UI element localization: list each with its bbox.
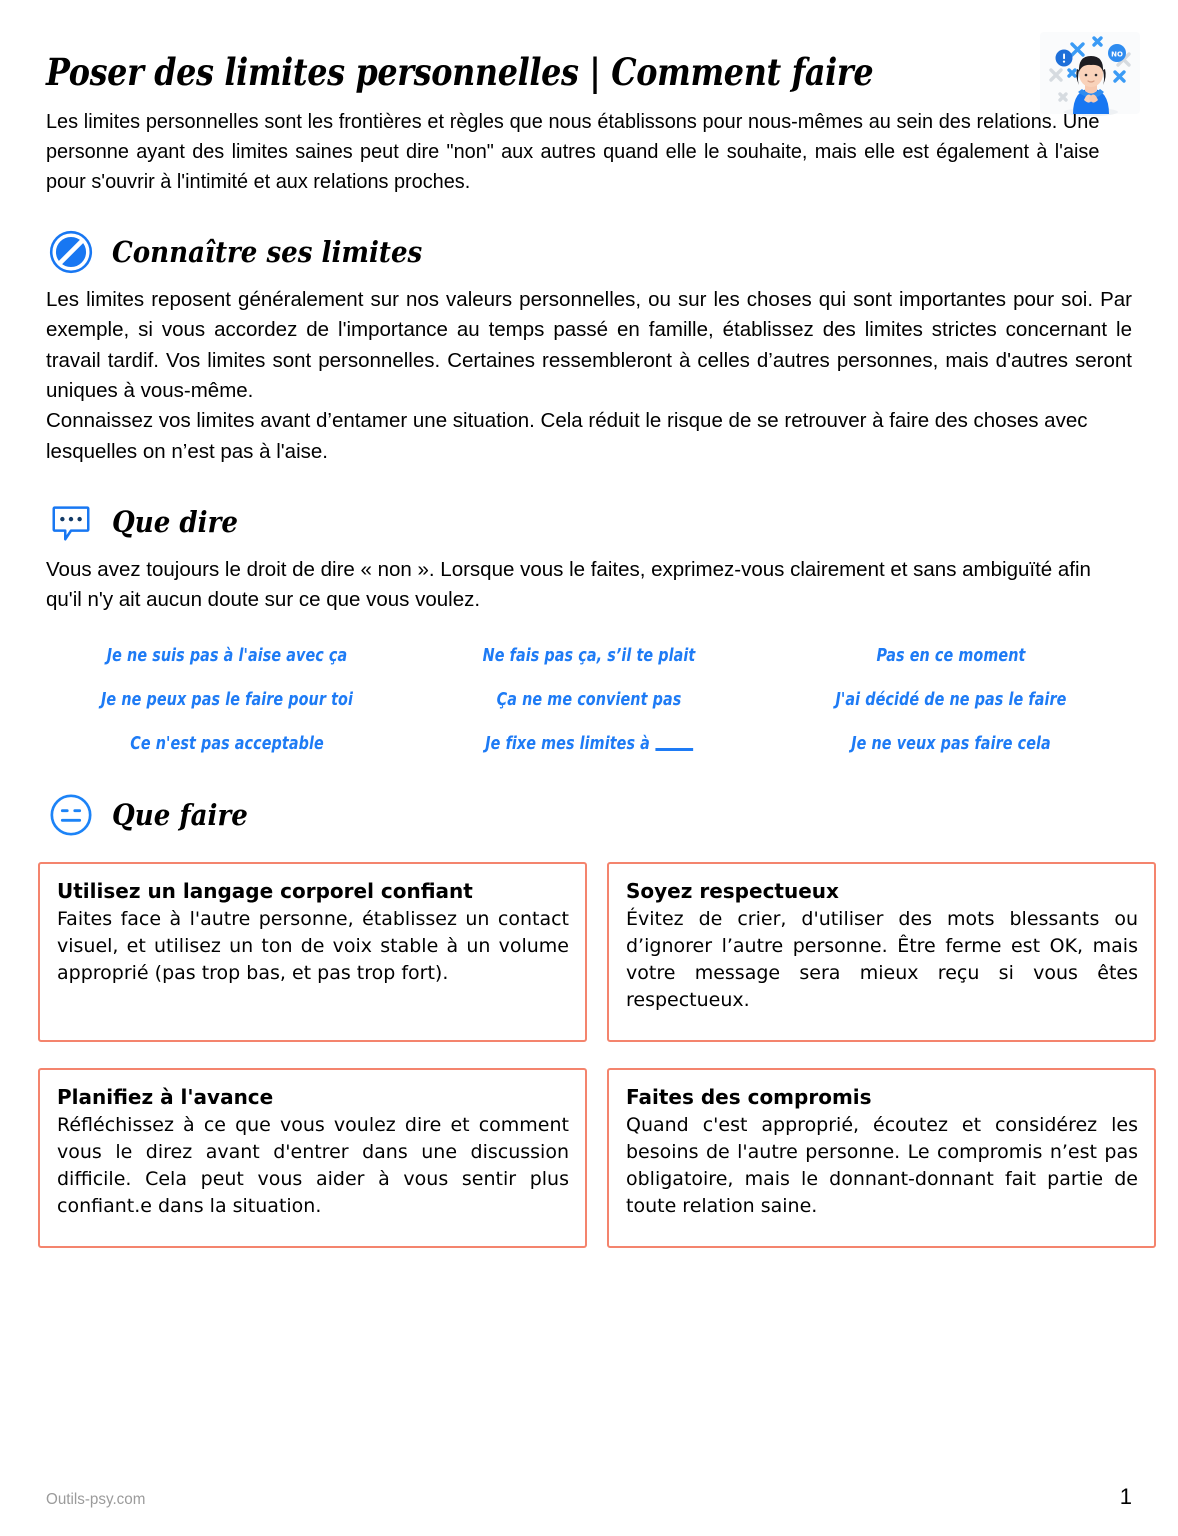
phrase-item: Je ne suis pas à l'aise avec ça (106, 645, 348, 666)
page-header (0, 0, 1178, 93)
tip-card-title: Faites des compromis (626, 1084, 872, 1109)
neutral-face-icon (46, 790, 96, 840)
tips-card-grid (38, 862, 1138, 1248)
prohibition-icon (46, 227, 96, 277)
tip-card-text: Faites face à l'autre personne, établissez un contact visuel, et utilisez un ton de voix stable à un volume approprié (pas trop bas, et pas trop fort). (57, 907, 569, 984)
section-what-to-say (46, 497, 1132, 616)
page-footer (46, 1484, 1132, 1510)
know-limits-paragraph-1: Les limites reposent généralement sur nos valeurs personnelles, ou sur les choses qui sont importantes pour soi. Par exemple, si vous accordez de l'importance au temps passé en famille, établissez des limites strictes concernant le travail tardif. Vos limites sont personnelles. Certaines ressembleront à celles d’autres personnes, mais d'autres seront uniques à vous-même. (46, 288, 1132, 403)
section-header-know-limits (46, 227, 1132, 277)
fill-in-blank-line[interactable] (655, 748, 693, 751)
tip-card (38, 862, 587, 1042)
tip-card-text: Réfléchissez à ce que vous voulez dire et comment vous le direz avant d'entrer dans une discussion difficile. Cela peut vous aider à vous sentir plus confiant.e dans la situation. (57, 1113, 569, 1217)
tip-card-title: Utilisez un langage corporel confiant (57, 878, 473, 903)
svg-text:NO: NO (1111, 50, 1123, 59)
tip-card (607, 862, 1156, 1042)
phrase-item-fill-blank (441, 734, 738, 754)
footer-brand[interactable]: Outils-psy.com (46, 1491, 146, 1508)
section-title-what-to-say: Que dire (112, 505, 238, 540)
tip-card (607, 1068, 1156, 1248)
phrase-item: Je ne veux pas faire cela (851, 733, 1051, 754)
section-title-what-to-do: Que faire (112, 797, 248, 832)
section-know-limits (46, 227, 1132, 467)
section-what-to-do (46, 790, 1132, 840)
know-limits-paragraph-2: Connaissez vos limites avant d’entamer une situation. Cela réduit le risque de se retrouver à faire des choses avec lesquelles on n’est pas à l'aise. (46, 409, 1088, 463)
page-title: Poser des limites personnelles | Comment faire (46, 50, 874, 94)
tip-card-text: Évitez de crier, d'utiliser des mots blessants ou d’ignorer l’autre personne. Être ferme est OK, mais votre message sera mieux reçu si vous êtes respectueux. (626, 907, 1138, 1011)
phrase-item: Ne fais pas ça, s’il te plait (482, 645, 696, 666)
tip-card-title: Planifiez à l'avance (57, 1084, 274, 1109)
section-header-what-to-say (46, 497, 1132, 547)
phrase-item: Ce n'est pas acceptable (130, 733, 324, 754)
intro-paragraph: Les limites personnelles sont les frontières et règles que nous établissons pour nous-mêmes au sein des relations. Une personne ayant des limites saines peut dire "non" aux autres quand elle le souhaite, mais elle est également à l'aise pour s'ouvrir à l'intimité et aux relations proches. (46, 109, 1100, 193)
section-title-know-limits: Connaître ses limites (112, 235, 423, 270)
tip-card-text: Quand c'est approprié, écoutez et considérez les besoins de l'autre personne. Le compromis n’est pas obligatoire, mais le donnant-donnant fait partie de toute relation saine. (626, 1113, 1138, 1217)
tip-card (38, 1068, 587, 1248)
what-to-say-paragraph: Vous avez toujours le droit de dire « non ». Lorsque vous le faites, exprimez-vous clairement et sans ambiguïté afin qu'il n'y ait aucun doute sur ce que vous voulez. (46, 558, 1091, 612)
phrase-item: Ça ne me convient pas (496, 689, 682, 710)
tip-card-title: Soyez respectueux (626, 878, 839, 903)
phrase-item-label: Je fixe mes limites à (485, 733, 656, 754)
phrase-suggestions-grid (46, 646, 1132, 754)
page-number: 1 (1119, 1484, 1132, 1509)
speech-bubble-icon (46, 497, 96, 547)
section-header-what-to-do (46, 790, 1132, 840)
phrase-item: Je ne peux pas le faire pour toi (101, 689, 353, 710)
phrase-item: J'ai décidé de ne pas le faire (835, 689, 1067, 710)
phrase-item: Pas en ce moment (876, 645, 1026, 666)
